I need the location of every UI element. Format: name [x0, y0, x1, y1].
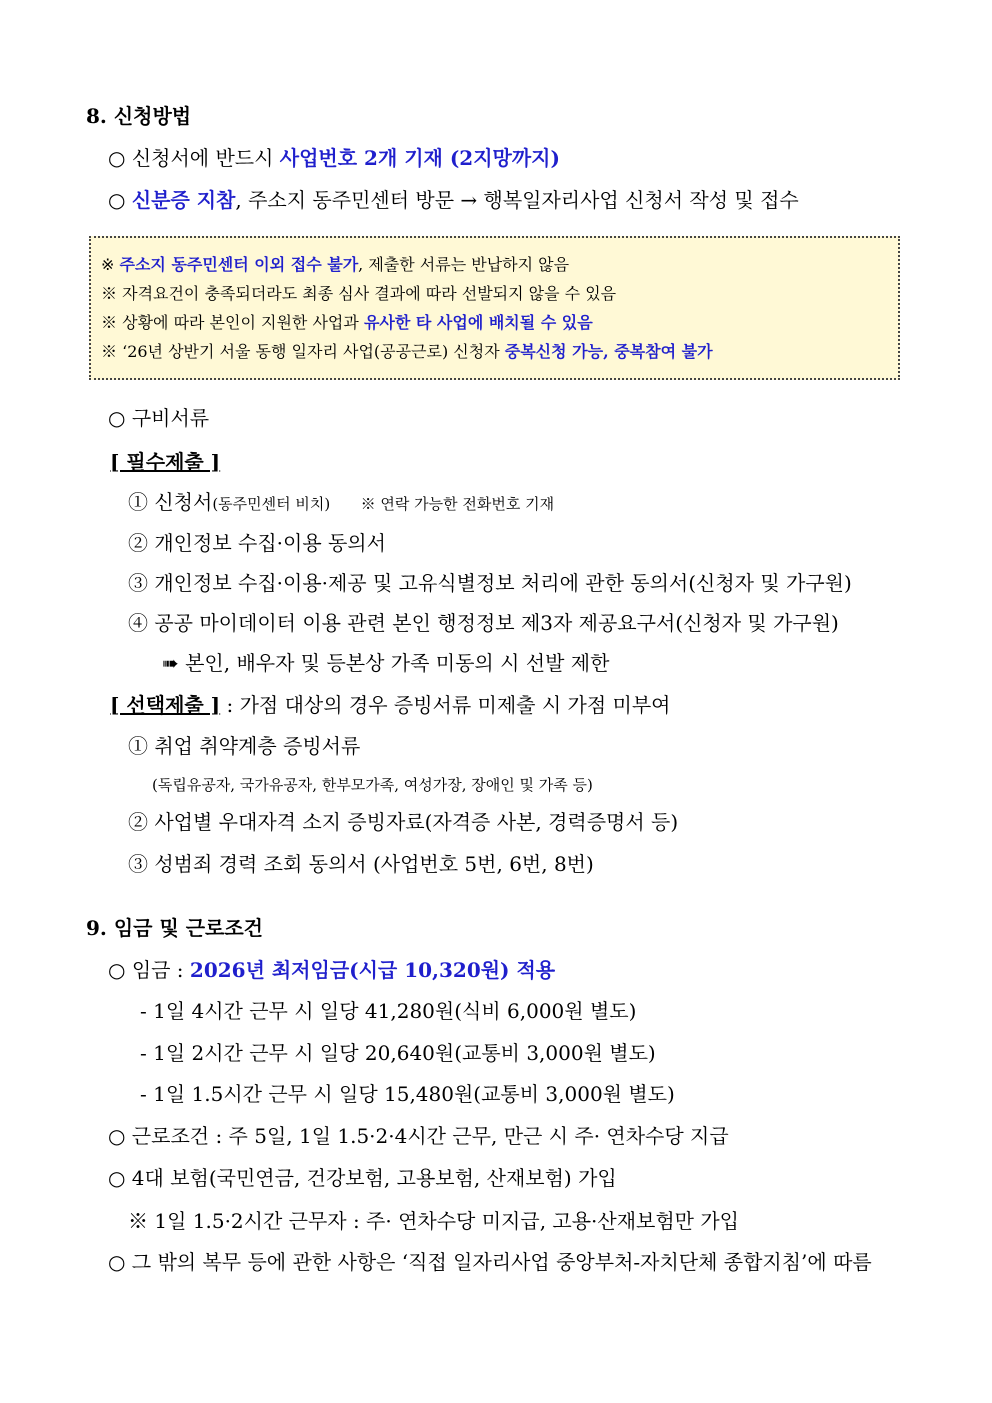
item-note: ※ 연락 가능한 전화번호 기재 — [360, 495, 555, 513]
notice-line-4 — [101, 341, 713, 363]
notice-1-text: , 제출한 서류는 반납하지 않음 — [358, 255, 570, 274]
s8-line-2-highlight: 신분증 지참 — [131, 188, 236, 212]
item-number: ① — [128, 490, 148, 514]
req-sub-note: ➠ 본인, 배우자 및 등본상 가족 미동의 시 선발 제한 — [162, 651, 610, 675]
item-number: ④ — [128, 611, 148, 635]
req-item-2 — [128, 530, 386, 556]
s8-line-1 — [108, 145, 560, 171]
opt-item-1 — [128, 733, 360, 759]
item-number: ① — [128, 734, 148, 758]
notice-4-highlight: 중복신청 가능, 중복참여 불가 — [504, 342, 713, 361]
item-text: 공공 마이데이터 이용 관련 본인 행정정보 제3자 제공요구서(신청자 및 가구원) — [154, 611, 839, 635]
s8-line-1-pre: 신청서에 반드시 — [131, 146, 280, 170]
s8-line-2-post: , 주소지 동주민센터 방문 → 행복일자리사업 신청서 작성 및 접수 — [235, 188, 799, 212]
bullet-circle: ○ — [108, 146, 126, 170]
bullet-circle: ○ — [108, 958, 126, 982]
other-line: ○ 그 밖의 복무 등에 관한 사항은 ‘직접 일자리사업 중앙부처-자치단체 종합지침’에 따름 — [108, 1250, 872, 1274]
notice-line-3 — [101, 312, 593, 334]
notice-4-text: ‘26년 상반기 서울 동행 일자리 사업(공공근로) 신청자 — [122, 342, 505, 361]
required-label — [110, 449, 220, 475]
wage-item-3: - 1일 1.5시간 근무 시 일당 15,480원(교통비 3,000원 별도) — [140, 1082, 675, 1106]
item-number: ③ — [128, 571, 148, 595]
notice-3-text: 상황에 따라 본인이 지원한 사업과 — [122, 313, 364, 332]
item-number: ② — [128, 531, 148, 555]
opt-sub-note: (독립유공자, 국가유공자, 한부모가족, 여성가장, 장애인 및 가족 등) — [152, 776, 593, 794]
req-item-1 — [128, 489, 554, 517]
item-text: 사업별 우대자격 소지 증빙자료(자격증 사본, 경력증명서 등) — [154, 810, 679, 834]
req-item-4 — [128, 610, 839, 636]
reference-mark: ※ — [101, 313, 118, 332]
wage-item-2: - 1일 2시간 근무 시 일당 20,640원(교통비 3,000원 별도) — [140, 1041, 656, 1065]
insurance-note: ※ 1일 1.5·2시간 근무자 : 주· 연차수당 미지급, 고용·산재보험만 가입 — [128, 1209, 740, 1233]
req-item-3 — [128, 570, 852, 596]
reference-mark: ※ — [101, 342, 118, 361]
s8-line-1-highlight: 사업번호 2개 기재 (2지망까지) — [279, 146, 560, 170]
opt-item-2 — [128, 809, 678, 835]
optional-label-text: [ 선택제출 ] — [110, 693, 221, 717]
docs-title: 구비서류 — [131, 406, 210, 430]
reference-mark: ※ — [101, 255, 115, 274]
wage-highlight: 2026년 최저임금(시급 10,320원) 적용 — [189, 958, 556, 982]
optional-desc: : 가점 대상의 경우 증빙서류 미제출 시 가점 미부여 — [220, 693, 671, 717]
item-text: 성범죄 경력 조회 동의서 (사업번호 5번, 6번, 8번) — [154, 852, 594, 876]
s8-line-2 — [108, 187, 799, 213]
docs-line — [108, 405, 209, 431]
optional-line — [110, 692, 671, 718]
insurance-line: ○ 4대 보험(국민연금, 건강보험, 고용보험, 산재보험) 가입 — [108, 1166, 617, 1190]
item-number: ③ — [128, 852, 148, 876]
bullet-circle: ○ — [108, 188, 126, 212]
wage-pre: 임금 : — [131, 958, 190, 982]
notice-box — [89, 236, 900, 380]
notice-2-text: 자격요건이 충족되더라도 최종 심사 결과에 따라 선발되지 않을 수 있음 — [122, 284, 617, 303]
notice-line-1 — [101, 254, 569, 276]
notice-3-highlight: 유사한 타 사업에 배치될 수 있음 — [363, 313, 593, 332]
section-8-heading: 8. 신청방법 — [86, 104, 192, 128]
wage-line — [108, 957, 555, 983]
item-text: 취업 취약계층 증빙서류 — [154, 734, 361, 758]
section-9-heading: 9. 임금 및 근로조건 — [86, 916, 264, 940]
notice-line-2 — [101, 283, 616, 305]
opt-item-3 — [128, 851, 594, 877]
bullet-circle: ○ — [108, 406, 126, 430]
required-label-text: [ 필수제출 ] — [110, 450, 221, 474]
reference-mark: ※ — [101, 284, 118, 303]
item-text: 신청서 — [154, 490, 213, 514]
wage-item-1: - 1일 4시간 근무 시 일당 41,280원(식비 6,000원 별도) — [140, 999, 637, 1023]
item-small-text: (동주민센터 비치) — [212, 495, 331, 513]
item-text: 개인정보 수집·이용 동의서 — [154, 531, 386, 555]
item-text: 개인정보 수집·이용·제공 및 고유식별정보 처리에 관한 동의서(신청자 및 가구원) — [154, 571, 852, 595]
item-number: ② — [128, 810, 148, 834]
notice-1-highlight: 주소지 동주민센터 이외 접수 불가 — [119, 255, 359, 274]
work-conditions: ○ 근로조건 : 주 5일, 1일 1.5·2·4시간 근무, 만근 시 주· 연차수당 지급 — [108, 1124, 729, 1148]
